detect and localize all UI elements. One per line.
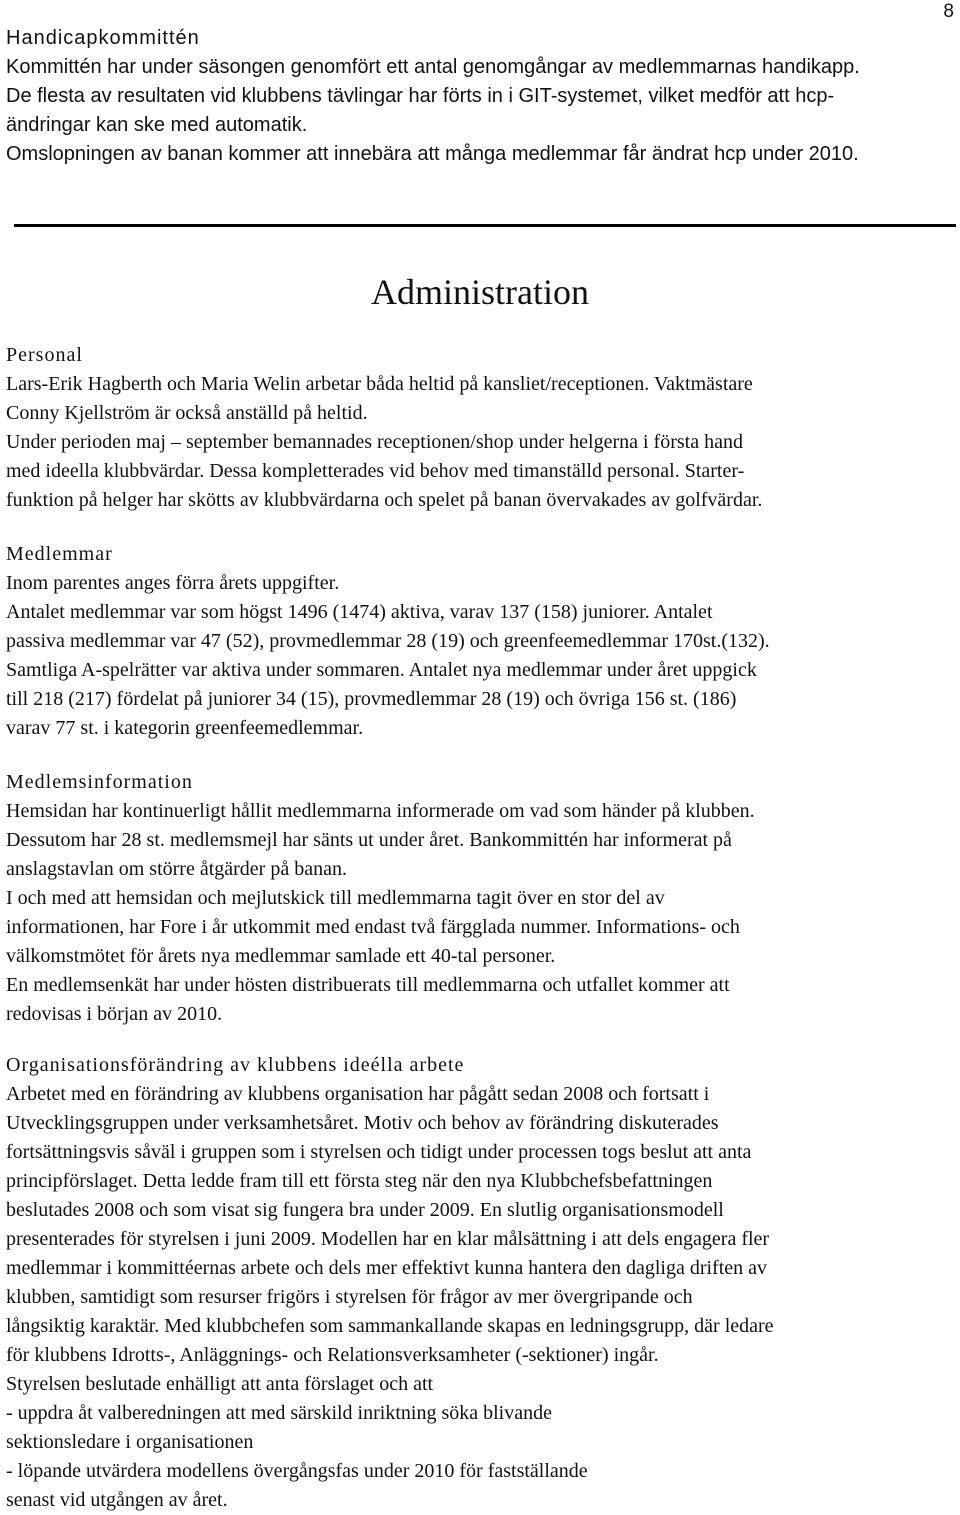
paragraph-line: ändringar kan ske med automatik.	[6, 114, 308, 136]
paragraph-line: Samtliga A-spelrätter var aktiva under sommaren. Antalet nya medlemmar under året uppgick	[6, 659, 757, 681]
paragraph-line: fortsättningsvis såväl i gruppen som i styrelsen och tidigt under processen togs beslut att anta	[6, 1141, 752, 1163]
paragraph-line: beslutades 2008 och som visat sig fungera bra under 2009. En slutlig organisationsmodell	[6, 1199, 724, 1221]
paragraph-line: Arbetet med en förändring av klubbens organisation har pågått sedan 2008 och fortsatt i	[6, 1083, 710, 1105]
section-organisation	[6, 1051, 956, 1515]
section-heading: Medlemmar	[6, 543, 113, 565]
paragraph-line: varav 77 st. i kategorin greenfeemedlemmar.	[6, 717, 364, 739]
paragraph-line: De flesta av resultaten vid klubbens tävlingar har förts in i GIT-systemet, vilket medför att hcp-	[6, 85, 835, 107]
paragraph-line: Inom parentes anges förra årets uppgifter.	[6, 572, 340, 594]
list-item: sektionsledare i organisationen	[6, 1431, 254, 1453]
paragraph-line: Kommittén har under säsongen genomfört ett antal genomgångar av medlemmarnas handikapp.	[6, 56, 860, 78]
section-personal	[6, 341, 956, 515]
paragraph-line: till 218 (217) fördelat på juniorer 34 (15), provmedlemmar 28 (19) och övriga 156 st. (186)	[6, 688, 737, 710]
paragraph-line: välkomstmötet för årets nya medlemmar samlade ett 40-tal personer.	[6, 945, 556, 967]
paragraph-line: Conny Kjellström är också anställd på heltid.	[6, 402, 368, 424]
paragraph-line: passiva medlemmar var 47 (52), provmedlemmar 28 (19) och greenfeemedlemmar 170st.(132).	[6, 630, 770, 652]
section-medlemsinformation	[6, 768, 956, 1029]
list-item: senast vid utgången av året.	[6, 1489, 228, 1511]
paragraph-line: anslagstavlan om större åtgärder på banan.	[6, 858, 347, 880]
paragraph-line: presenterades för styrelsen i juni 2009. Modellen har en klar målsättning i att dels engagera fler	[6, 1228, 770, 1250]
paragraph-line: Dessutom har 28 st. medlemsmejl har sänts ut under året. Bankommittén har informerat på	[6, 829, 732, 851]
page-number: 8	[943, 1, 954, 22]
paragraph-line: medlemmar i kommittéernas arbete och dels mer effektivt kunna hantera den dagliga driften av	[6, 1257, 768, 1279]
horizontal-rule	[14, 224, 956, 227]
section-medlemmar	[6, 540, 956, 743]
paragraph-line: En medlemsenkät har under hösten distribuerats till medlemmarna och utfallet kommer att	[6, 974, 730, 996]
paragraph-line: I och med att hemsidan och mejlutskick till medlemmarna tagit över en stor del av	[6, 887, 665, 909]
section-heading: Organisationsförändring av klubbens ideélla arbete	[6, 1054, 465, 1076]
section-heading: Personal	[6, 344, 83, 366]
paragraph-line: Antalet medlemmar var som högst 1496 (1474) aktiva, varav 137 (158) juniorer. Antalet	[6, 601, 713, 623]
section-heading: Handicapkommittén	[6, 27, 200, 49]
paragraph-line: Lars-Erik Hagberth och Maria Welin arbetar båda heltid på kansliet/receptionen. Vaktmästare	[6, 373, 753, 395]
paragraph-line: funktion på helger har skötts av klubbvärdarna och spelet på banan övervakades av golfvärdar.	[6, 489, 763, 511]
paragraph-line: Under perioden maj – september bemannades receptionen/shop under helgerna i första hand	[6, 431, 743, 453]
paragraph-line: klubben, samtidigt som resurser frigörs i styrelsen för frågor av mer övergripande och	[6, 1286, 693, 1308]
paragraph-line: informationen, har Fore i år utkommit med endast två färgglada nummer. Informations- och	[6, 916, 740, 938]
section-heading: Medlemsinformation	[6, 771, 193, 793]
paragraph-line: Omslopningen av banan kommer att innebära att många medlemmar får ändrat hcp under 2010.	[6, 143, 859, 165]
section-handicap	[6, 24, 956, 169]
list-item: - löpande utvärdera modellens övergångsfas under 2010 för fastställande	[6, 1460, 588, 1482]
paragraph-line: med ideella klubbvärdar. Dessa kompletterades vid behov med timanställd personal. Starter-	[6, 460, 745, 482]
paragraph-line: redovisas i början av 2010.	[6, 1003, 223, 1025]
paragraph-line: för klubbens Idrotts-, Anläggnings- och Relationsverksamheter (-sektioner) ingår.	[6, 1344, 659, 1366]
paragraph-line: Utvecklingsgruppen under verksamhetsåret. Motiv och behov av förändring diskuterades	[6, 1112, 719, 1134]
paragraph-line: Hemsidan har kontinuerligt hållit medlemmarna informerade om vad som händer på klubben.	[6, 800, 755, 822]
page-title: Administration	[371, 272, 589, 312]
paragraph-line: principförslaget. Detta ledde fram till ett första steg när den nya Klubbchefsbefattningen	[6, 1170, 713, 1192]
list-item: - uppdra åt valberedningen att med särskild inriktning söka blivande	[6, 1402, 552, 1424]
paragraph-line: långsiktig karaktär. Med klubbchefen som sammankallande skapas en ledningsgrupp, där ledare	[6, 1315, 774, 1337]
paragraph-line: Styrelsen beslutade enhälligt att anta förslaget och att	[6, 1373, 434, 1395]
